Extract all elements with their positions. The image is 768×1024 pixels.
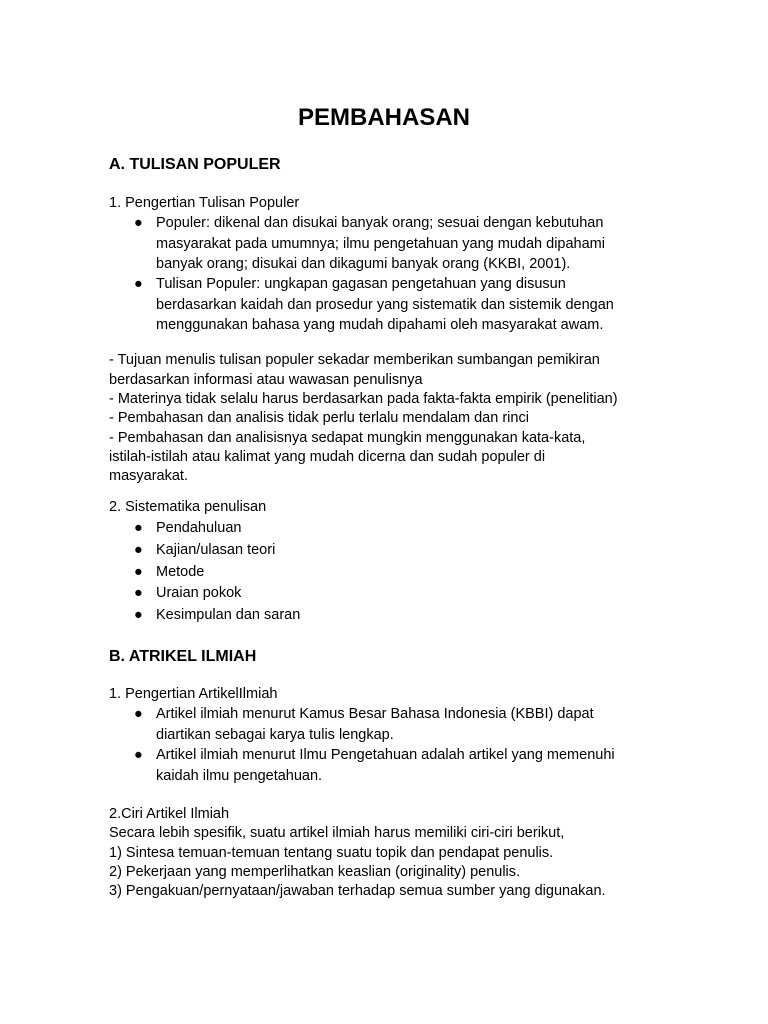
body-line: 3) Pengakuan/pernyataan/jawaban terhadap semua sumber yang digunakan. (109, 883, 606, 899)
list-item (156, 274, 614, 336)
list-item: Kajian/ulasan teori (156, 542, 276, 558)
bullet-icon: ● (134, 747, 143, 763)
section-b-sub2-title: 2.Ciri Artikel Ilmiah (109, 806, 230, 822)
bullet-icon: ● (134, 542, 143, 558)
section-b-sub1-title: 1. Pengertian ArtikelIlmiah (109, 686, 278, 702)
section-a-sub2-title: 2. Sistematika penulisan (109, 499, 267, 515)
list-item-line: Artikel ilmiah menurut Ilmu Pengetahuan adalah artikel yang memenuhi (156, 747, 615, 763)
bullet-icon: ● (134, 564, 143, 580)
body-line: 2) Pekerjaan yang memperlihatkan keaslian (originality) penulis. (109, 864, 521, 880)
note-line: berdasarkan informasi atau wawasan penulisnya (109, 372, 423, 388)
list-item: Uraian pokok (156, 585, 242, 601)
list-item: Kesimpulan dan saran (156, 607, 301, 623)
note-line: - Materinya tidak selalu harus berdasarkan pada fakta-fakta empirik (penelitian) (109, 391, 618, 407)
note-line: masyarakat. (109, 468, 188, 484)
bullet-icon: ● (134, 607, 143, 623)
list-item-line: kaidah ilmu pengetahuan. (156, 767, 323, 784)
list-item-line: Tulisan Populer: ungkapan gagasan pengetahuan yang disusun (156, 276, 566, 292)
section-a-sub1-title: 1. Pengertian Tulisan Populer (109, 195, 300, 211)
list-item: Pendahuluan (156, 520, 242, 536)
note-line: istilah-istilah atau kalimat yang mudah dicerna dan sudah populer di (109, 449, 546, 465)
body-line: Secara lebih spesifik, suatu artikel ilmiah harus memiliki ciri-ciri berikut, (109, 825, 565, 841)
list-item-line: diartikan sebagai karya tulis lengkap. (156, 726, 394, 743)
list-item (156, 745, 615, 786)
list-item-line: masyarakat pada umumnya; ilmu pengetahuan yang mudah dipahami (156, 235, 605, 252)
bullet-icon: ● (134, 585, 143, 601)
body-line: 1) Sintesa temuan-temuan tentang suatu topik dan pendapat penulis. (109, 845, 554, 861)
list-item (156, 213, 605, 275)
list-item: Metode (156, 564, 205, 580)
list-item-line: banyak orang; disukai dan dikagumi banyak orang (KKBI, 2001). (156, 256, 571, 272)
bullet-icon: ● (134, 706, 143, 722)
bullet-icon: ● (134, 276, 143, 292)
list-item-line: berdasarkan kaidah dan prosedur yang sistematik dan sistemik dengan (156, 296, 614, 313)
bullet-icon: ● (134, 215, 143, 231)
bullet-icon: ● (134, 520, 143, 536)
list-item-line: Populer: dikenal dan disukai banyak orang; sesuai dengan kebutuhan (156, 215, 604, 231)
section-b-heading: B. ATRIKEL ILMIAH (109, 648, 257, 665)
page-title: PEMBAHASAN (297, 104, 470, 131)
list-item-line: Artikel ilmiah menurut Kamus Besar Bahasa Indonesia (KBBI) dapat (156, 706, 594, 722)
note-line: - Pembahasan dan analisis tidak perlu terlalu mendalam dan rinci (109, 410, 529, 426)
list-item (156, 704, 594, 745)
note-line: - Tujuan menulis tulisan populer sekadar memberikan sumbangan pemikiran (109, 352, 600, 368)
section-a-heading: A. TULISAN POPULER (109, 156, 281, 173)
note-line: - Pembahasan dan analisisnya sedapat mungkin menggunakan kata-kata, (109, 430, 586, 446)
list-item-line: menggunakan bahasa yang mudah dipahami oleh masyarakat awam. (156, 317, 604, 333)
